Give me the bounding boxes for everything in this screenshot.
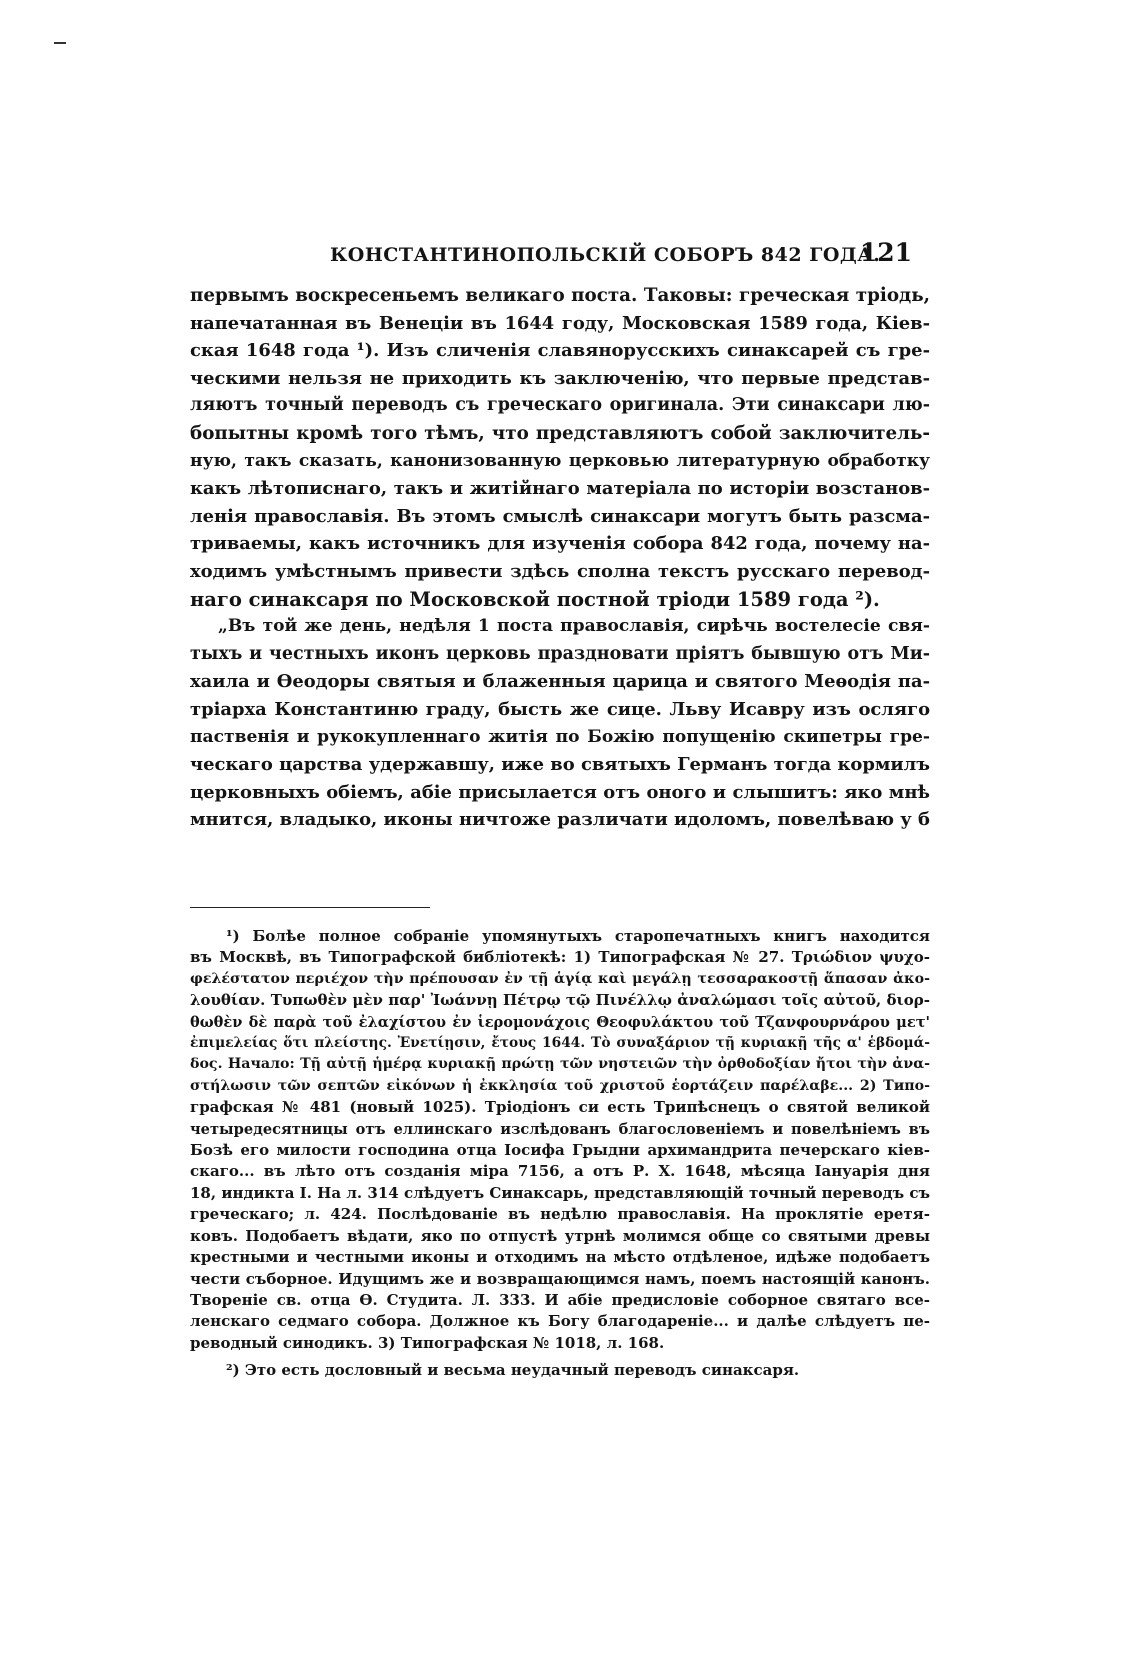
main-text: [190, 282, 930, 834]
footnote-line: крестными и честными иконы и отходимъ на мѣсто отдѣленое, идѣже подобаетъ: [190, 1248, 930, 1267]
text-line: триваемы, какъ источникъ для изученія собора 842 года, почему на-: [190, 533, 930, 555]
footnote-line: ковъ. Подобаетъ вѣдати, яко по отпустѣ утрнѣ молимся обще со святыми древы: [190, 1226, 930, 1245]
text-line: наго синаксаря по Московской постной тріоди 1589 года ²).: [190, 587, 880, 611]
footnote-line: θωθὲν δὲ παρὰ τοῦ ἐλαχίστου ἐν ἱερομονάχοις Θεοφυλάκτου τοῦ Τζανφουρνάρου μετ': [190, 1013, 930, 1031]
footnote-line: Бозѣ его милости господина отца Іосифа Грыдни архимандрита печерскаго кіев-: [190, 1141, 930, 1160]
footnote-line: реводный синодикъ. 3) Типографская № 1018, л. 168.: [190, 1333, 665, 1352]
page-number: 121: [859, 238, 912, 267]
footnote-line: δος. Начало: Τῇ αὐτῇ ἡμέρᾳ κυριακῇ πρώτῃ τῶν νηστειῶν τὴν ὀρθοδοξίαν ἤτοι τὴν ἀνα-: [190, 1056, 930, 1073]
footnote-line: въ Москвѣ, въ Типографской библіотекѣ: 1) Типографская № 27. Τριώδιον ψυχο-: [190, 948, 930, 967]
footnote-line: чести съборное. Идущимъ же и возвращающимся намъ, поемъ настоящій канонъ.: [190, 1269, 930, 1288]
page-header: [190, 240, 930, 270]
text-line: первымъ воскресеньемъ великаго поста. Таковы: греческая тріодь,: [190, 285, 930, 306]
text-line: ческими нельзя не приходить къ заключенію, что первые представ-: [190, 367, 930, 389]
text-line: тыхъ и честныхъ иконъ церковь праздновати пріятъ бывшую отъ Ми-: [190, 643, 930, 664]
text-line: хаила и Ѳеодоры святыя и блаженныя царица и святого Меѳодія па-: [190, 671, 930, 693]
footnote-line: ²) Это есть дословный и весьма неудачный переводъ синаксаря.: [226, 1361, 800, 1380]
text-line: церковныхъ обіемъ, абіе присылается отъ оного и слышитъ: яко мнѣ: [190, 781, 930, 803]
footnote-line: φελέστατον περιέχον τὴν πρέπουσαν ἐν τῇ ἁγίᾳ καὶ μεγάλῃ τεσσαρακοστῇ ἅπασαν ἀκο-: [190, 970, 930, 987]
footnote-line: четыредесятницы отъ еллинскаго изслѣдованъ благословеніемъ и повелѣніемъ въ: [190, 1120, 930, 1138]
margin-mark: [54, 42, 66, 44]
text-line: какъ лѣтописнаго, такъ и житійнаго матеріала по исторіи возстанов-: [190, 478, 930, 500]
text-line: ленія православія. Въ этомъ смыслѣ синаксари могутъ быть разсма-: [190, 505, 930, 527]
footnote-divider: [190, 907, 430, 908]
footnote-line: λουθίαν. Τυπωθὲν μὲν παρ' Ἰωάννῃ Πέτρῳ τῷ Πινέλλῳ ἀναλώμασι τοῖς αὐτοῦ, διορ-: [190, 991, 930, 1010]
text-line: ходимъ умѣстнымъ привести здѣсь сполна текстъ русскаго перевод-: [190, 560, 930, 582]
text-line: „Въ той же день, недѣля 1 поста православія, сирѣчь востелесіе свя-: [218, 616, 930, 637]
footnote-line: 18, индикта І. На л. 314 слѣдуетъ Синаксарь, представляющій точный переводъ съ: [190, 1183, 930, 1202]
footnote-line: ἐπιμελείας ὅτι πλείστης. Ἐνετίῃσιν, ἔτους 1644. Τὸ συναξάριον τῇ κυριακῇ τῆς α' ἑβδομά-: [190, 1035, 930, 1052]
footnote-line: ¹) Болѣе полное собраніе упомянутыхъ старопечатныхъ книгъ находится: [226, 927, 930, 945]
footnote-line: греческаго; л. 424. Послѣдованіе въ недѣлю православія. На проклятіе еретя-: [190, 1205, 930, 1224]
footnote-line: ленскаго седмаго собора. Должное къ Богу благодареніе... и далѣе слѣдуетъ пе-: [190, 1312, 930, 1331]
text-line: бопытны кромѣ того тѣмъ, что представляютъ собой заключитель-: [190, 422, 930, 444]
footnotes: [190, 926, 930, 1382]
footnote-line: графская № 481 (новый 1025). Тріодіонъ си есть Трипѣснецъ о святой великой: [190, 1098, 930, 1117]
text-line: ляютъ точный переводъ съ греческаго оригинала. Эти синаксари лю-: [190, 395, 930, 416]
text-line: тріарха Константиню граду, бысть же сице. Льву Исавру изъ осляго: [190, 698, 930, 720]
text-line: напечатанная въ Венеціи въ 1644 году, Московская 1589 года, Кіев-: [190, 312, 930, 334]
footnote-line: скаго... въ лѣто отъ созданія міра 7156, а отъ Р. Х. 1648, мѣсяца Іануарія дня: [190, 1162, 930, 1181]
footnote-line: Твореніе св. отца Ѳ. Студита. Л. 333. И абіе предисловіе соборное святаго все-: [190, 1290, 930, 1309]
text-line: паственія и рукокупленнаго житія по Божію попущенію скипетры гре-: [190, 726, 930, 747]
text-line: ская 1648 года ¹). Изъ сличенія славянорусскихъ синаксарей съ гре-: [190, 340, 930, 362]
text-line: ную, такъ сказать, канонизованную церковью литературную обработку: [190, 450, 930, 471]
text-line: мнится, владыко, иконы ничтоже различати идоломъ, повелѣваю у б: [190, 809, 930, 831]
text-line: ческаго царства удержавшу, иже во святыхъ Германъ тогда кормилъ: [190, 754, 930, 776]
running-title: КОНСТАНТИНОПОЛЬСКІЙ СОБОРЪ 842 ГОДА.: [330, 244, 881, 266]
footnote-line: στήλωσιν τῶν σεπτῶν εἰκόνων ἡ ἐκκλησία τοῦ χριστοῦ ἑορτάζειν παρέλαβε... 2) Типо-: [190, 1077, 930, 1094]
